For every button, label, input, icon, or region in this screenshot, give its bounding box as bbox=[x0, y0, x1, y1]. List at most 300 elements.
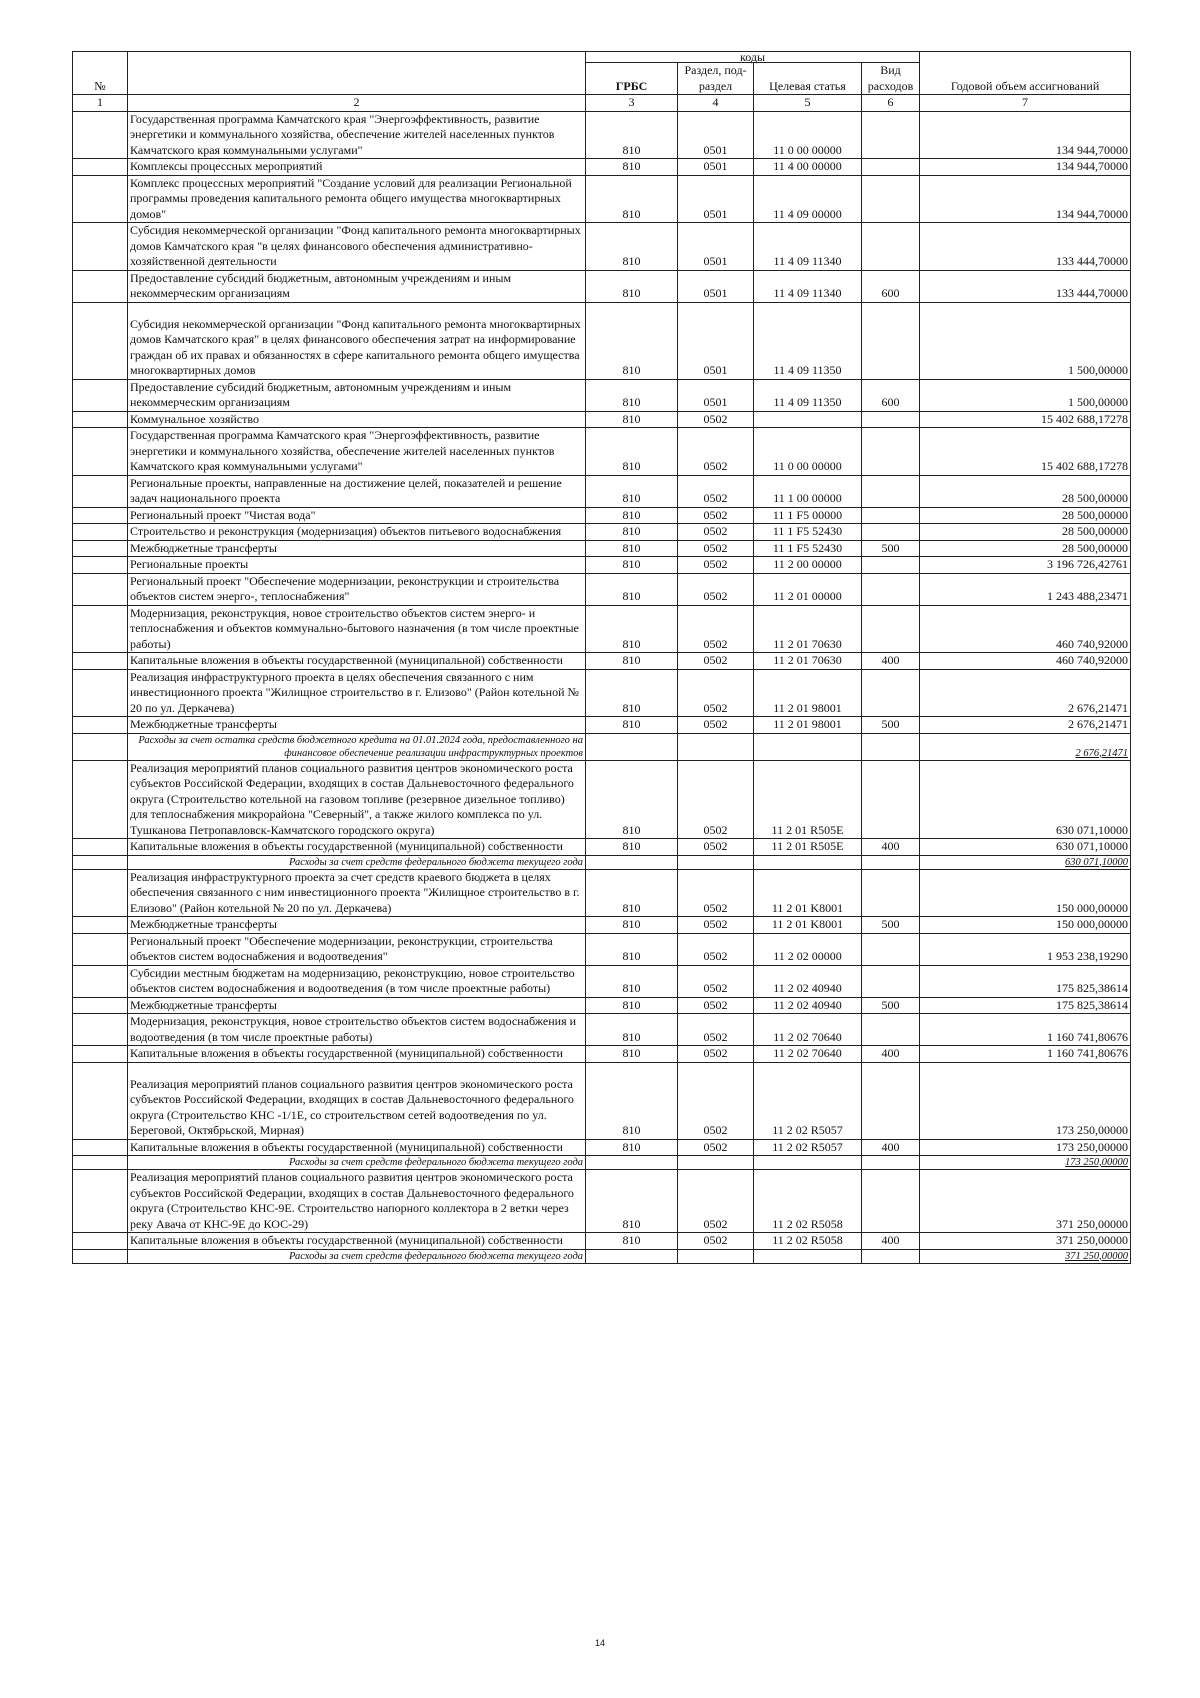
column-number: 5 bbox=[754, 95, 862, 112]
row-amount-cell: 630 071,10000 bbox=[920, 839, 1131, 856]
row-type-cell: 400 bbox=[862, 1046, 920, 1063]
row-number-cell bbox=[73, 869, 128, 917]
table-row bbox=[73, 475, 1131, 507]
row-target-cell: 11 2 01 70630 bbox=[754, 653, 862, 670]
row-amount-cell: 1 500,00000 bbox=[920, 379, 1131, 411]
row-name-cell: Расходы за счет средств федерального бюджета текущего года bbox=[128, 855, 586, 869]
row-type-cell: 600 bbox=[862, 270, 920, 302]
row-target-cell: 11 2 02 R5058 bbox=[754, 1170, 862, 1233]
row-amount-cell: 28 500,00000 bbox=[920, 540, 1131, 557]
row-grbs-cell: 810 bbox=[586, 933, 678, 965]
row-amount-cell: 15 402 688,17278 bbox=[920, 411, 1131, 428]
row-grbs-cell bbox=[586, 733, 678, 760]
row-number-cell bbox=[73, 1233, 128, 1250]
row-name-cell: Региональные проекты bbox=[128, 557, 586, 574]
row-grbs-cell: 810 bbox=[586, 653, 678, 670]
row-grbs-cell: 810 bbox=[586, 669, 678, 717]
row-section-cell: 0502 bbox=[678, 557, 754, 574]
row-type-cell: 500 bbox=[862, 717, 920, 734]
row-name-cell: Государственная программа Камчатского края "Энергоэффективность, развитие энергетики и коммунального хозяйства, обеспечение жителей населенных пунктов Камчатского края коммунальными услугами" bbox=[128, 428, 586, 476]
row-number-cell bbox=[73, 524, 128, 541]
row-number-cell bbox=[73, 1046, 128, 1063]
row-type-cell: 600 bbox=[862, 379, 920, 411]
row-target-cell: 11 2 01 K8001 bbox=[754, 869, 862, 917]
row-number-cell bbox=[73, 1156, 128, 1170]
row-name-cell: Предоставление субсидий бюджетным, автономным учреждениям и иным некоммерческим организациям bbox=[128, 270, 586, 302]
row-name-cell: Субсидия некоммерческой организации "Фонд капитального ремонта многоквартирных домов Камчатского края" в целях финансового обеспечения затрат на информирование граждан об их правах и обязанностях в сфере капитального ремонта общего имущества многоквартирных домов bbox=[128, 302, 586, 379]
header-target: Целевая статья bbox=[754, 63, 862, 95]
table-row bbox=[73, 605, 1131, 653]
column-number: 1 bbox=[73, 95, 128, 112]
row-name-cell: Капитальные вложения в объекты государственной (муниципальной) собственности bbox=[128, 1139, 586, 1156]
row-name-cell: Межбюджетные трансферты bbox=[128, 917, 586, 934]
row-name-cell: Субсидия некоммерческой организации "Фонд капитального ремонта многоквартирных домов Камчатского края "в целях финансового обеспечения административно-хозяйственной деятельности bbox=[128, 223, 586, 271]
row-name-cell: Государственная программа Камчатского края "Энергоэффективность, развитие энергетики и коммунального хозяйства, обеспечение жителей населенных пунктов Камчатского края коммунальными услугами" bbox=[128, 111, 586, 159]
row-number-cell bbox=[73, 733, 128, 760]
row-section-cell: 0502 bbox=[678, 1170, 754, 1233]
row-grbs-cell: 810 bbox=[586, 605, 678, 653]
row-grbs-cell: 810 bbox=[586, 302, 678, 379]
row-number-cell bbox=[73, 411, 128, 428]
row-target-cell bbox=[754, 1249, 862, 1263]
row-type-cell bbox=[862, 760, 920, 839]
row-type-cell bbox=[862, 573, 920, 605]
row-amount-cell: 173 250,00000 bbox=[920, 1156, 1131, 1170]
row-section-cell bbox=[678, 733, 754, 760]
row-number-cell bbox=[73, 1170, 128, 1233]
row-grbs-cell: 810 bbox=[586, 524, 678, 541]
table-row bbox=[73, 869, 1131, 917]
row-name-cell: Региональные проекты, направленные на достижение целей, показателей и решение задач национального проекта bbox=[128, 475, 586, 507]
row-amount-cell: 1 500,00000 bbox=[920, 302, 1131, 379]
table-row bbox=[73, 175, 1131, 223]
row-section-cell: 0502 bbox=[678, 524, 754, 541]
row-type-cell bbox=[862, 557, 920, 574]
row-number-cell bbox=[73, 557, 128, 574]
row-number-cell bbox=[73, 605, 128, 653]
row-type-cell bbox=[862, 855, 920, 869]
row-grbs-cell: 810 bbox=[586, 557, 678, 574]
row-number-cell bbox=[73, 1062, 128, 1139]
row-amount-cell: 28 500,00000 bbox=[920, 475, 1131, 507]
row-type-cell bbox=[862, 1249, 920, 1263]
row-number-cell bbox=[73, 507, 128, 524]
row-name-cell: Межбюджетные трансферты bbox=[128, 540, 586, 557]
row-grbs-cell bbox=[586, 1156, 678, 1170]
row-grbs-cell: 810 bbox=[586, 270, 678, 302]
row-grbs-cell: 810 bbox=[586, 175, 678, 223]
row-number-cell bbox=[73, 540, 128, 557]
table-body bbox=[73, 111, 1131, 1263]
column-number: 3 bbox=[586, 95, 678, 112]
row-number-cell bbox=[73, 111, 128, 159]
row-type-cell bbox=[862, 524, 920, 541]
row-target-cell: 11 2 01 00000 bbox=[754, 573, 862, 605]
row-number-cell bbox=[73, 379, 128, 411]
row-amount-cell: 15 402 688,17278 bbox=[920, 428, 1131, 476]
row-number-cell bbox=[73, 965, 128, 997]
table-row bbox=[73, 573, 1131, 605]
row-type-cell: 400 bbox=[862, 839, 920, 856]
row-amount-cell: 630 071,10000 bbox=[920, 855, 1131, 869]
row-type-cell bbox=[862, 965, 920, 997]
row-name-cell: Комплекс процессных мероприятий "Создание условий для реализации Региональной программы проведения капитального ремонта общего имущества многоквартирных домов" bbox=[128, 175, 586, 223]
row-target-cell: 11 2 02 70640 bbox=[754, 1046, 862, 1063]
row-section-cell: 0501 bbox=[678, 302, 754, 379]
row-amount-cell: 2 676,21471 bbox=[920, 669, 1131, 717]
row-name-cell: Реализация инфраструктурного проекта за счет средств краевого бюджета в целях обеспечения связанного с ним инвестиционного проекта "Жилищное строительство в г. Елизово" (Район котельной № 20 по ул. Деркачева) bbox=[128, 869, 586, 917]
row-section-cell: 0502 bbox=[678, 917, 754, 934]
row-number-cell bbox=[73, 223, 128, 271]
row-name-cell: Модернизация, реконструкция, новое строительство объектов систем энерго- и теплоснабжения и объектов коммунально-бытового назначения (в том числе проектные работы) bbox=[128, 605, 586, 653]
row-type-cell: 400 bbox=[862, 653, 920, 670]
table-note-row bbox=[73, 855, 1131, 869]
row-target-cell: 11 4 09 11350 bbox=[754, 379, 862, 411]
row-number-cell bbox=[73, 573, 128, 605]
row-name-cell: Межбюджетные трансферты bbox=[128, 997, 586, 1014]
row-name-cell: Региональный проект "Обеспечение модернизации, реконструкции, строительства объектов систем водоснабжения и водоотведения" bbox=[128, 933, 586, 965]
row-amount-cell: 3 196 726,42761 bbox=[920, 557, 1131, 574]
row-section-cell: 0501 bbox=[678, 223, 754, 271]
column-number: 2 bbox=[128, 95, 586, 112]
row-name-cell: Строительство и реконструкция (модернизация) объектов питьевого водоснабжения bbox=[128, 524, 586, 541]
row-name-cell: Расходы за счет средств федерального бюджета текущего года bbox=[128, 1249, 586, 1263]
table-row bbox=[73, 760, 1131, 839]
row-amount-cell: 173 250,00000 bbox=[920, 1062, 1131, 1139]
table-row bbox=[73, 302, 1131, 379]
row-type-cell bbox=[862, 428, 920, 476]
row-target-cell: 11 0 00 00000 bbox=[754, 111, 862, 159]
row-target-cell: 11 1 F5 52430 bbox=[754, 540, 862, 557]
row-target-cell: 11 2 02 00000 bbox=[754, 933, 862, 965]
row-amount-cell: 134 944,70000 bbox=[920, 111, 1131, 159]
row-section-cell: 0502 bbox=[678, 869, 754, 917]
table-row bbox=[73, 917, 1131, 934]
row-name-cell: Предоставление субсидий бюджетным, автономным учреждениям и иным некоммерческим организациям bbox=[128, 379, 586, 411]
row-number-cell bbox=[73, 669, 128, 717]
row-amount-cell: 371 250,00000 bbox=[920, 1249, 1131, 1263]
row-section-cell: 0501 bbox=[678, 270, 754, 302]
table-row bbox=[73, 717, 1131, 734]
row-amount-cell: 28 500,00000 bbox=[920, 524, 1131, 541]
header-name bbox=[128, 52, 586, 95]
row-number-cell bbox=[73, 839, 128, 856]
table-row bbox=[73, 411, 1131, 428]
row-type-cell: 500 bbox=[862, 917, 920, 934]
row-number-cell bbox=[73, 1249, 128, 1263]
row-section-cell: 0502 bbox=[678, 1062, 754, 1139]
row-type-cell bbox=[862, 733, 920, 760]
row-section-cell: 0502 bbox=[678, 760, 754, 839]
row-type-cell bbox=[862, 411, 920, 428]
row-type-cell bbox=[862, 507, 920, 524]
row-section-cell: 0502 bbox=[678, 540, 754, 557]
row-section-cell: 0501 bbox=[678, 379, 754, 411]
budget-table bbox=[72, 51, 1131, 1264]
row-target-cell: 11 4 00 00000 bbox=[754, 159, 862, 176]
row-grbs-cell: 810 bbox=[586, 1062, 678, 1139]
row-section-cell: 0502 bbox=[678, 428, 754, 476]
row-grbs-cell: 810 bbox=[586, 428, 678, 476]
table-row bbox=[73, 540, 1131, 557]
row-section-cell: 0502 bbox=[678, 933, 754, 965]
row-number-cell bbox=[73, 1139, 128, 1156]
row-target-cell bbox=[754, 411, 862, 428]
row-amount-cell: 28 500,00000 bbox=[920, 507, 1131, 524]
row-amount-cell: 1 953 238,19290 bbox=[920, 933, 1131, 965]
table-row bbox=[73, 557, 1131, 574]
row-name-cell: Реализация инфраструктурного проекта в целях обеспечения связанного с ним инвестиционного проекта "Жилищное строительство в г. Елизово" (Район котельной № 20 по ул. Деркачева) bbox=[128, 669, 586, 717]
row-amount-cell: 460 740,92000 bbox=[920, 653, 1131, 670]
row-section-cell bbox=[678, 1156, 754, 1170]
row-grbs-cell: 810 bbox=[586, 379, 678, 411]
row-target-cell: 11 2 00 00000 bbox=[754, 557, 862, 574]
row-grbs-cell: 810 bbox=[586, 159, 678, 176]
row-target-cell: 11 2 02 R5057 bbox=[754, 1062, 862, 1139]
row-name-cell: Комплексы процессных мероприятий bbox=[128, 159, 586, 176]
row-target-cell: 11 4 09 11340 bbox=[754, 223, 862, 271]
row-target-cell: 11 1 00 00000 bbox=[754, 475, 862, 507]
table-row bbox=[73, 669, 1131, 717]
row-target-cell: 11 2 02 70640 bbox=[754, 1014, 862, 1046]
row-target-cell bbox=[754, 733, 862, 760]
row-section-cell: 0502 bbox=[678, 1046, 754, 1063]
row-section-cell: 0502 bbox=[678, 507, 754, 524]
row-target-cell: 11 2 02 R5057 bbox=[754, 1139, 862, 1156]
table-note-row bbox=[73, 1249, 1131, 1263]
row-amount-cell: 175 825,38614 bbox=[920, 997, 1131, 1014]
row-number-cell bbox=[73, 270, 128, 302]
table-row bbox=[73, 111, 1131, 159]
header-codes: коды bbox=[586, 52, 920, 63]
row-section-cell: 0502 bbox=[678, 717, 754, 734]
row-type-cell bbox=[862, 223, 920, 271]
row-grbs-cell: 810 bbox=[586, 223, 678, 271]
table-note-row bbox=[73, 733, 1131, 760]
row-grbs-cell: 810 bbox=[586, 760, 678, 839]
row-name-cell: Субсидии местным бюджетам на модернизацию, реконструкцию, новое строительство объектов систем водоснабжения и водоотведения (в том числе проектные работы) bbox=[128, 965, 586, 997]
row-amount-cell: 371 250,00000 bbox=[920, 1170, 1131, 1233]
table-row bbox=[73, 1170, 1131, 1233]
table-row bbox=[73, 379, 1131, 411]
row-type-cell bbox=[862, 669, 920, 717]
row-type-cell bbox=[862, 1170, 920, 1233]
table-row bbox=[73, 965, 1131, 997]
row-target-cell: 11 4 09 11340 bbox=[754, 270, 862, 302]
row-target-cell: 11 0 00 00000 bbox=[754, 428, 862, 476]
row-grbs-cell: 810 bbox=[586, 1046, 678, 1063]
row-section-cell: 0502 bbox=[678, 839, 754, 856]
row-number-cell bbox=[73, 717, 128, 734]
row-section-cell bbox=[678, 1249, 754, 1263]
row-amount-cell: 2 676,21471 bbox=[920, 717, 1131, 734]
row-name-cell: Капитальные вложения в объекты государственной (муниципальной) собственности bbox=[128, 1233, 586, 1250]
row-type-cell bbox=[862, 605, 920, 653]
row-number-cell bbox=[73, 997, 128, 1014]
table-row bbox=[73, 653, 1131, 670]
row-type-cell bbox=[862, 159, 920, 176]
row-name-cell: Капитальные вложения в объекты государственной (муниципальной) собственности bbox=[128, 653, 586, 670]
row-name-cell: Реализация мероприятий планов социального развития центров экономического роста субъектов Российской Федерации, входящих в состав Дальневосточного федерального округа (Строительство КНС -1/1Е, со строительством сетей водоотведения по ул. Береговой, Октябрьской, Мирная) bbox=[128, 1062, 586, 1139]
row-name-cell: Региональный проект "Обеспечение модернизации, реконструкции и строительства объектов систем энерго-, теплоснабжения" bbox=[128, 573, 586, 605]
table-row bbox=[73, 1233, 1131, 1250]
row-grbs-cell: 810 bbox=[586, 540, 678, 557]
header-amount: Годовой объем ассигнований bbox=[920, 52, 1131, 95]
row-amount-cell: 134 944,70000 bbox=[920, 175, 1131, 223]
row-number-cell bbox=[73, 917, 128, 934]
row-grbs-cell: 810 bbox=[586, 507, 678, 524]
row-grbs-cell bbox=[586, 855, 678, 869]
row-target-cell bbox=[754, 1156, 862, 1170]
row-number-cell bbox=[73, 760, 128, 839]
row-target-cell: 11 2 01 98001 bbox=[754, 669, 862, 717]
row-amount-cell: 1 160 741,80676 bbox=[920, 1014, 1131, 1046]
row-section-cell: 0502 bbox=[678, 669, 754, 717]
row-amount-cell: 150 000,00000 bbox=[920, 917, 1131, 934]
row-amount-cell: 371 250,00000 bbox=[920, 1233, 1131, 1250]
header-section: Раздел, под-раздел bbox=[678, 63, 754, 95]
row-number-cell bbox=[73, 159, 128, 176]
table-row bbox=[73, 1046, 1131, 1063]
row-amount-cell: 1 160 741,80676 bbox=[920, 1046, 1131, 1063]
column-number: 7 bbox=[920, 95, 1131, 112]
row-type-cell: 400 bbox=[862, 1233, 920, 1250]
row-name-cell: Реализация мероприятий планов социального развития центров экономического роста субъектов Российской Федерации, входящих в состав Дальневосточного федерального округа (Строительство котельной на газовом топливе (резервное дизельное топливо) для теплоснабжения микрорайона "Северный", а также жилого комплекса по ул. Тушканова Петропавловск-Камчатского городского округа) bbox=[128, 760, 586, 839]
row-grbs-cell: 810 bbox=[586, 1014, 678, 1046]
row-grbs-cell: 810 bbox=[586, 111, 678, 159]
row-target-cell: 11 2 02 R5058 bbox=[754, 1233, 862, 1250]
row-name-cell: Региональный проект "Чистая вода" bbox=[128, 507, 586, 524]
row-section-cell: 0502 bbox=[678, 965, 754, 997]
column-number: 4 bbox=[678, 95, 754, 112]
table-row bbox=[73, 1139, 1131, 1156]
row-section-cell: 0502 bbox=[678, 411, 754, 428]
row-target-cell: 11 2 01 70630 bbox=[754, 605, 862, 653]
row-target-cell: 11 2 02 40940 bbox=[754, 965, 862, 997]
row-type-cell bbox=[862, 1156, 920, 1170]
row-type-cell bbox=[862, 475, 920, 507]
row-grbs-cell: 810 bbox=[586, 965, 678, 997]
row-name-cell: Капитальные вложения в объекты государственной (муниципальной) собственности bbox=[128, 839, 586, 856]
row-section-cell: 0501 bbox=[678, 159, 754, 176]
row-target-cell: 11 1 F5 00000 bbox=[754, 507, 862, 524]
row-name-cell: Капитальные вложения в объекты государственной (муниципальной) собственности bbox=[128, 1046, 586, 1063]
row-number-cell bbox=[73, 653, 128, 670]
row-grbs-cell bbox=[586, 1249, 678, 1263]
row-number-cell bbox=[73, 302, 128, 379]
table-row bbox=[73, 933, 1131, 965]
row-number-cell bbox=[73, 175, 128, 223]
row-grbs-cell: 810 bbox=[586, 1139, 678, 1156]
row-grbs-cell: 810 bbox=[586, 1170, 678, 1233]
header-no: № bbox=[73, 52, 128, 95]
row-amount-cell: 2 676,21471 bbox=[920, 733, 1131, 760]
row-section-cell: 0502 bbox=[678, 573, 754, 605]
table-row bbox=[73, 428, 1131, 476]
row-amount-cell: 175 825,38614 bbox=[920, 965, 1131, 997]
row-number-cell bbox=[73, 475, 128, 507]
row-name-cell: Расходы за счет остатка средств бюджетного кредита на 01.01.2024 года, предоставленного на финансовое обеспечение реализации инфраструктурных проектов bbox=[128, 733, 586, 760]
header-grbs: ГРБС bbox=[586, 63, 678, 95]
row-amount-cell: 460 740,92000 bbox=[920, 605, 1131, 653]
row-section-cell bbox=[678, 855, 754, 869]
row-target-cell: 11 2 02 40940 bbox=[754, 997, 862, 1014]
row-type-cell: 500 bbox=[862, 997, 920, 1014]
row-amount-cell: 630 071,10000 bbox=[920, 760, 1131, 839]
row-type-cell bbox=[862, 869, 920, 917]
row-number-cell bbox=[73, 1014, 128, 1046]
row-number-cell bbox=[73, 933, 128, 965]
page-number: 14 bbox=[594, 1638, 605, 1648]
row-name-cell: Модернизация, реконструкция, новое строительство объектов систем водоснабжения и водоотведения (в том числе проектные работы) bbox=[128, 1014, 586, 1046]
row-type-cell: 400 bbox=[862, 1139, 920, 1156]
row-section-cell: 0502 bbox=[678, 1014, 754, 1046]
row-grbs-cell: 810 bbox=[586, 475, 678, 507]
row-type-cell bbox=[862, 302, 920, 379]
row-type-cell bbox=[862, 175, 920, 223]
row-type-cell bbox=[862, 111, 920, 159]
row-section-cell: 0502 bbox=[678, 1233, 754, 1250]
row-number-cell bbox=[73, 855, 128, 869]
row-target-cell: 11 2 01 98001 bbox=[754, 717, 862, 734]
row-section-cell: 0502 bbox=[678, 997, 754, 1014]
row-target-cell: 11 2 01 K8001 bbox=[754, 917, 862, 934]
row-target-cell: 11 4 09 00000 bbox=[754, 175, 862, 223]
row-amount-cell: 134 944,70000 bbox=[920, 159, 1131, 176]
row-grbs-cell: 810 bbox=[586, 869, 678, 917]
row-target-cell bbox=[754, 855, 862, 869]
row-grbs-cell: 810 bbox=[586, 997, 678, 1014]
row-target-cell: 11 2 01 R505E bbox=[754, 760, 862, 839]
row-type-cell bbox=[862, 933, 920, 965]
row-grbs-cell: 810 bbox=[586, 411, 678, 428]
row-number-cell bbox=[73, 428, 128, 476]
row-name-cell: Реализация мероприятий планов социального развития центров экономического роста субъектов Российской Федерации, входящих в состав Дальневосточного федерального округа (Строительство КНС-9Е. Строительство напорного коллектора в 2 ветки через реку Авача от КНС-9Е до КОС-29) bbox=[128, 1170, 586, 1233]
table-note-row bbox=[73, 1156, 1131, 1170]
header-type: Вид расходов bbox=[862, 63, 920, 95]
row-grbs-cell: 810 bbox=[586, 917, 678, 934]
row-amount-cell: 1 243 488,23471 bbox=[920, 573, 1131, 605]
row-name-cell: Межбюджетные трансферты bbox=[128, 717, 586, 734]
row-name-cell: Коммунальное хозяйство bbox=[128, 411, 586, 428]
row-section-cell: 0502 bbox=[678, 475, 754, 507]
row-amount-cell: 150 000,00000 bbox=[920, 869, 1131, 917]
row-grbs-cell: 810 bbox=[586, 1233, 678, 1250]
column-number: 6 bbox=[862, 95, 920, 112]
row-section-cell: 0502 bbox=[678, 605, 754, 653]
row-section-cell: 0501 bbox=[678, 175, 754, 223]
row-type-cell bbox=[862, 1062, 920, 1139]
row-grbs-cell: 810 bbox=[586, 573, 678, 605]
table-row bbox=[73, 1062, 1131, 1139]
table-row bbox=[73, 270, 1131, 302]
row-target-cell: 11 4 09 11350 bbox=[754, 302, 862, 379]
row-name-cell: Расходы за счет средств федерального бюджета текущего года bbox=[128, 1156, 586, 1170]
row-grbs-cell: 810 bbox=[586, 839, 678, 856]
table-row bbox=[73, 524, 1131, 541]
row-target-cell: 11 2 01 R505E bbox=[754, 839, 862, 856]
row-section-cell: 0502 bbox=[678, 653, 754, 670]
row-amount-cell: 133 444,70000 bbox=[920, 270, 1131, 302]
row-amount-cell: 173 250,00000 bbox=[920, 1139, 1131, 1156]
table-row bbox=[73, 159, 1131, 176]
row-type-cell bbox=[862, 1014, 920, 1046]
table-row bbox=[73, 507, 1131, 524]
table-row bbox=[73, 997, 1131, 1014]
row-grbs-cell: 810 bbox=[586, 717, 678, 734]
table-row bbox=[73, 1014, 1131, 1046]
table-row bbox=[73, 223, 1131, 271]
